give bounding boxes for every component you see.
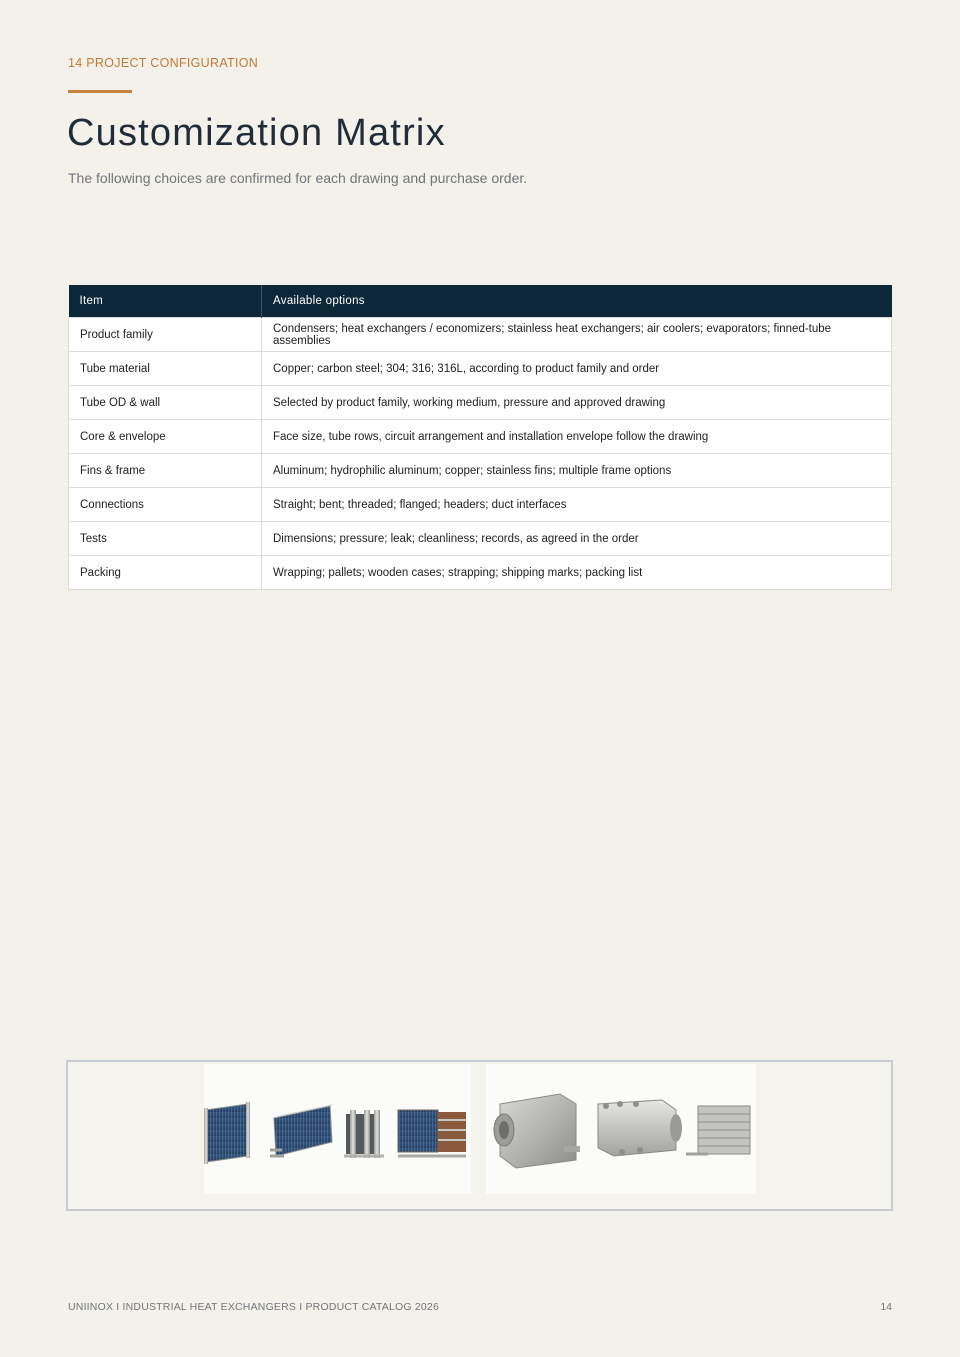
row-item: Connections: [69, 488, 262, 522]
table-header-row: [69, 285, 892, 318]
page-subtitle: The following choices are confirmed for each drawing and purchase order.: [68, 170, 528, 186]
accent-rule: [68, 90, 132, 93]
row-options: Condensers; heat exchangers / economizers; stainless heat exchangers; air coolers; evaporators; finned-tube assemblies: [262, 318, 892, 352]
row-item: Tube OD & wall: [69, 386, 262, 420]
row-options: Copper; carbon steel; 304; 316; 316L, according to product family and order: [262, 352, 892, 386]
table-row: [69, 454, 892, 488]
stainless-photo: [486, 1064, 756, 1194]
row-item: Fins & frame: [69, 454, 262, 488]
row-item: Tests: [69, 522, 262, 556]
finned-coils-image: [204, 1064, 471, 1194]
row-options: Selected by product family, working medium, pressure and approved drawing: [262, 386, 892, 420]
table-row: [69, 420, 892, 454]
row-options: Dimensions; pressure; leak; cleanliness; records, as agreed in the order: [262, 522, 892, 556]
row-item: Tube material: [69, 352, 262, 386]
stainless-exchangers-image: [486, 1064, 756, 1194]
coil-photo: [204, 1064, 471, 1194]
table-row: [69, 522, 892, 556]
row-options: Aluminum; hydrophilic aluminum; copper; stainless fins; multiple frame options: [262, 454, 892, 488]
column-header-options: Available options: [262, 285, 892, 318]
table-row: [69, 352, 892, 386]
row-options: Straight; bent; threaded; flanged; headers; duct interfaces: [262, 488, 892, 522]
product-gallery: [66, 1060, 893, 1211]
page-number: 14: [880, 1301, 892, 1313]
row-options: Wrapping; pallets; wooden cases; strapping; shipping marks; packing list: [262, 556, 892, 590]
table-row: [69, 386, 892, 420]
row-options: Face size, tube rows, circuit arrangement and installation envelope follow the drawing: [262, 420, 892, 454]
page-title: Customization Matrix: [67, 112, 446, 154]
section-kicker: 14 PROJECT CONFIGURATION: [68, 56, 259, 70]
row-item: Core & envelope: [69, 420, 262, 454]
table-row: [69, 556, 892, 590]
footer-text: UNIINOX I INDUSTRIAL HEAT EXCHANGERS I PRODUCT CATALOG 2026: [68, 1301, 440, 1313]
table-row: [69, 488, 892, 522]
table-row: [69, 318, 892, 352]
customization-table: [68, 285, 892, 590]
column-header-item: Item: [69, 285, 262, 318]
row-item: Product family: [69, 318, 262, 352]
row-item: Packing: [69, 556, 262, 590]
